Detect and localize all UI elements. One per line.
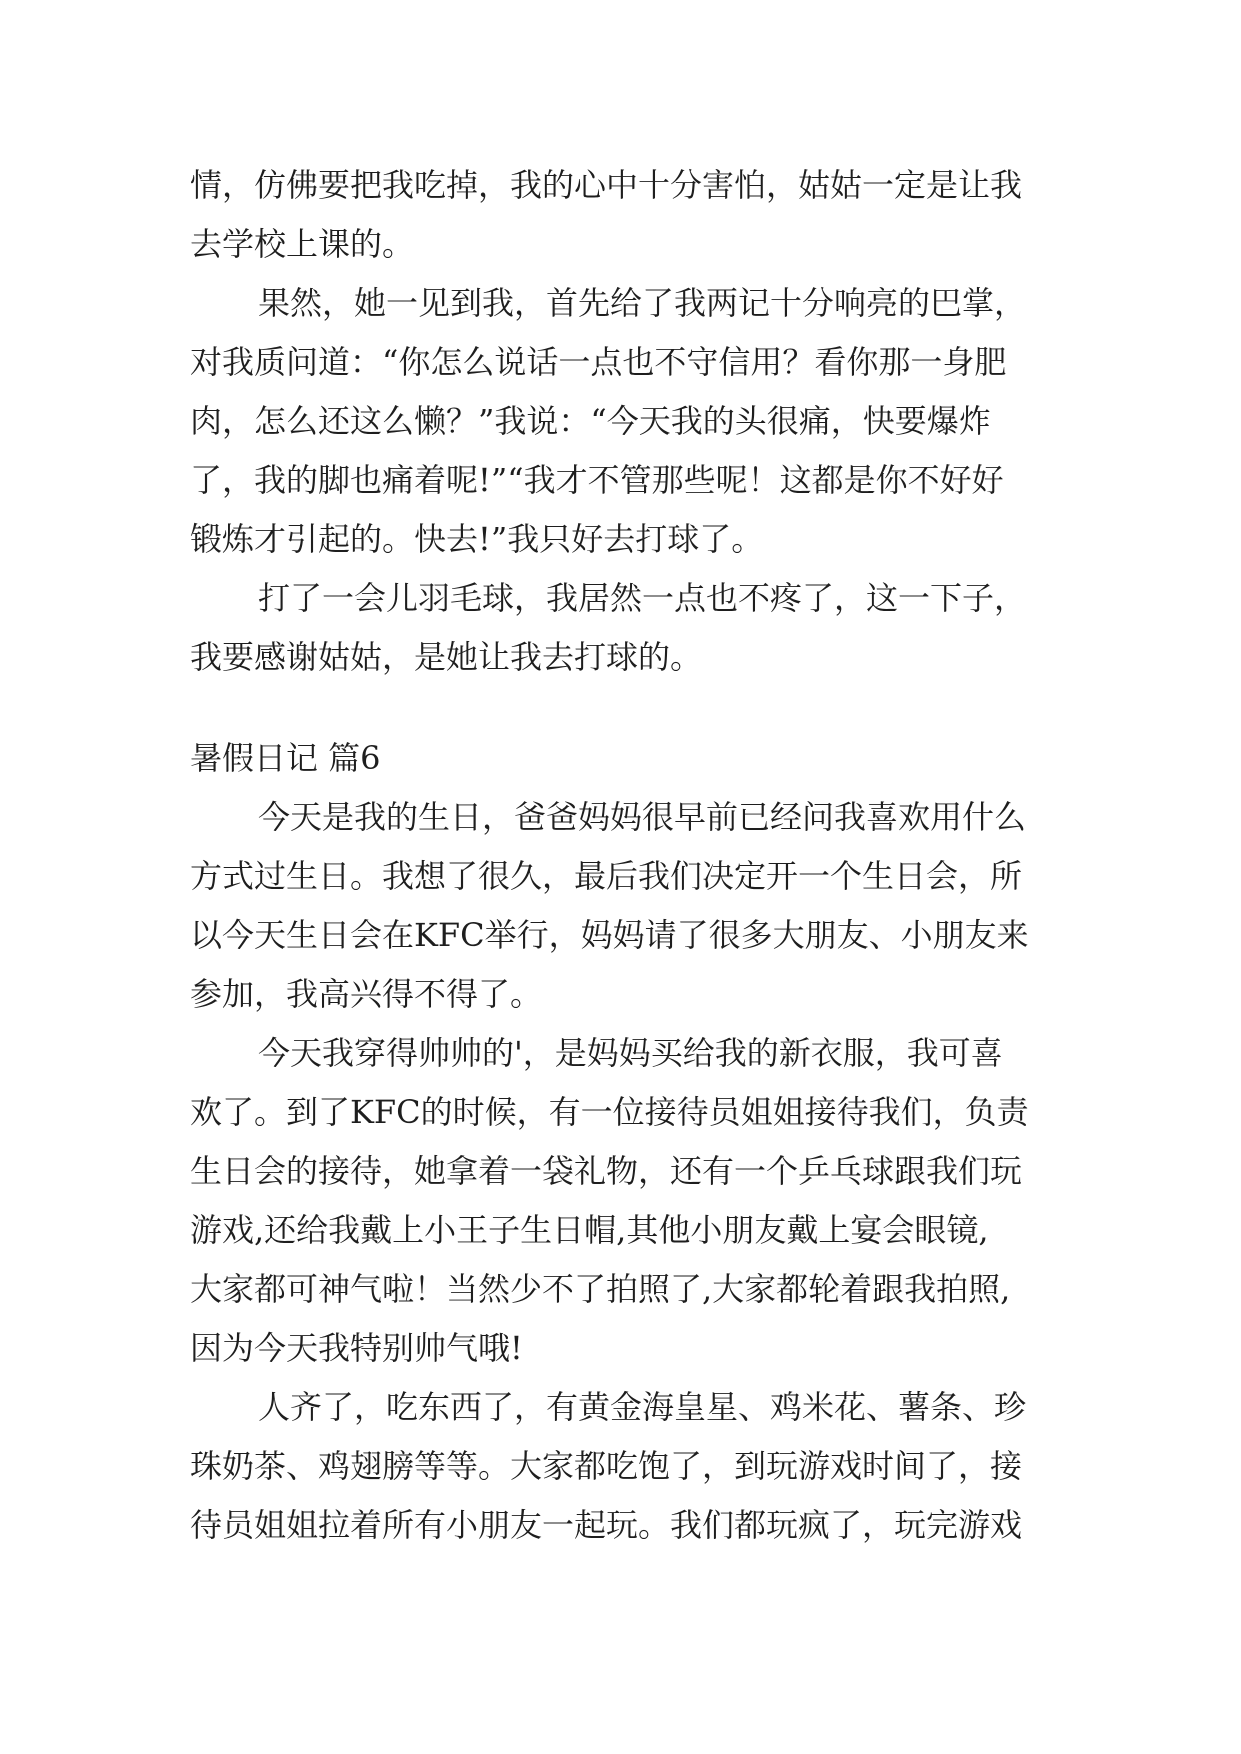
paragraph bbox=[190, 569, 1070, 687]
text-line: 珠奶茶、鸡翅膀等等。大家都吃饱了，到玩游戏时间了，接 bbox=[190, 1447, 1023, 1485]
text-line: 方式过生日。我想了很久，最后我们决定开一个生日会，所 bbox=[190, 857, 1023, 895]
text-line: 大家都可神气啦！当然少不了拍照了,大家都轮着跟我拍照, bbox=[190, 1270, 1011, 1308]
paragraph bbox=[190, 788, 1070, 1024]
section-spacer bbox=[190, 687, 1070, 729]
document-body bbox=[190, 156, 1070, 1555]
text-line: 肉，怎么还这么懒？”我说：“今天我的头很痛，快要爆炸 bbox=[190, 402, 991, 440]
text-line: 了，我的脚也痛着呢!”“我才不管那些呢！这都是你不好好 bbox=[190, 461, 1004, 499]
text-line: 游戏,还给我戴上小王子生日帽,其他小朋友戴上宴会眼镜, bbox=[190, 1211, 989, 1249]
text-line: 今天是我的生日，爸爸妈妈很早前已经问我喜欢用什么 bbox=[258, 798, 1027, 836]
text-line: 欢了。到了KFC的时候，有一位接待员姐姐接待我们，负责 bbox=[190, 1093, 1029, 1131]
text-line: 果然，她一见到我，首先给了我两记十分响亮的巴掌， bbox=[258, 284, 1027, 322]
text-line: 锻炼才引起的。快去!”我只好去打球了。 bbox=[190, 520, 764, 558]
text-line: 去学校上课的。 bbox=[190, 225, 415, 263]
text-line: 打了一会儿羽毛球，我居然一点也不疼了，这一下子， bbox=[258, 579, 1027, 617]
text-line: 参加，我高兴得不得了。 bbox=[190, 975, 543, 1013]
section-title: 暑假日记 篇6 bbox=[190, 739, 381, 777]
text-line: 情，仿佛要把我吃掉，我的心中十分害怕，姑姑一定是让我 bbox=[190, 166, 1023, 204]
text-line: 待员姐姐拉着所有小朋友一起玩。我们都玩疯了，玩完游戏 bbox=[190, 1506, 1023, 1544]
text-line: 我要感谢姑姑，是她让我去打球的。 bbox=[190, 638, 703, 676]
paragraph bbox=[190, 274, 1070, 569]
text-line: 生日会的接待，她拿着一袋礼物，还有一个乒乓球跟我们玩 bbox=[190, 1152, 1023, 1190]
paragraph bbox=[190, 1024, 1070, 1378]
text-line: 对我质问道：“你怎么说话一点也不守信用？看你那一身肥 bbox=[190, 343, 1007, 381]
text-line: 今天我穿得帅帅的'，是妈妈买给我的新衣服，我可喜 bbox=[258, 1034, 1003, 1072]
text-line: 以今天生日会在KFC举行，妈妈请了很多大朋友、小朋友来 bbox=[190, 916, 1029, 954]
paragraph bbox=[190, 1378, 1070, 1555]
text-line: 人齐了，吃东西了，有黄金海皇星、鸡米花、薯条、珍 bbox=[258, 1388, 1027, 1426]
text-line: 因为今天我特别帅气哦! bbox=[190, 1329, 523, 1367]
paragraph bbox=[190, 156, 1070, 274]
